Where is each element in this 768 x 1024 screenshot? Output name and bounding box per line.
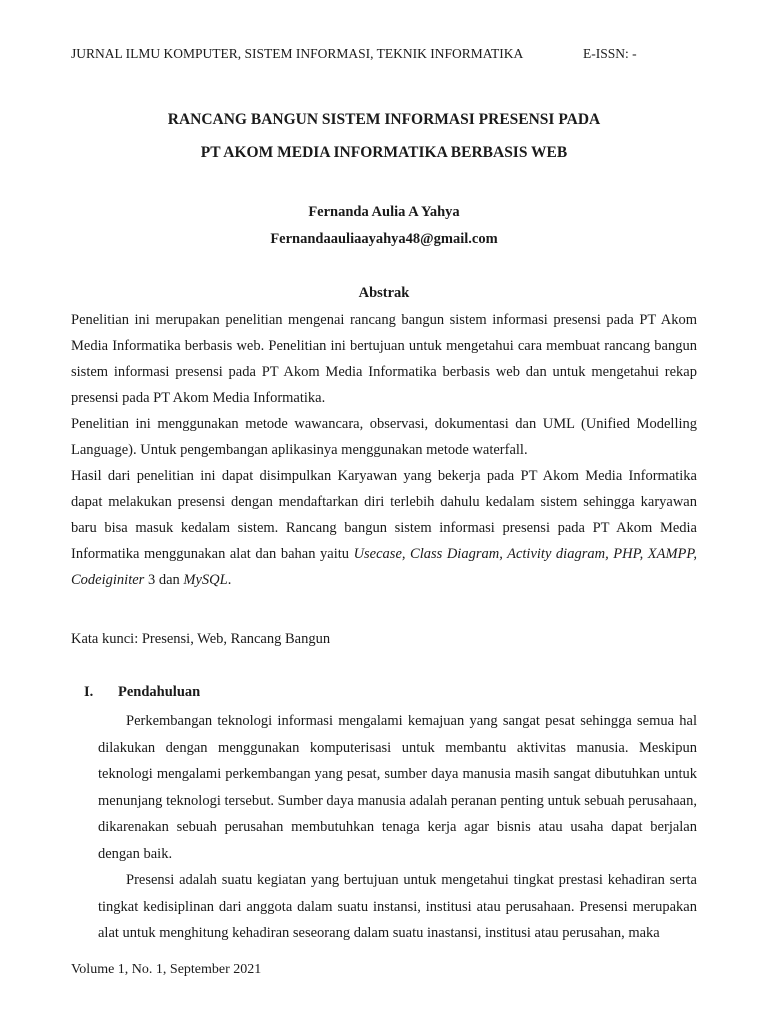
author-email: Fernandaauliaayahya48@gmail.com — [270, 231, 498, 247]
abstract-paragraph-1: Penelitian ini merupakan penelitian mengenai rancang bangun sistem informasi presensi pada PT Akom Media Informatika berbasis web. Penelitian ini bertujuan untuk mengetahui cara membuat rancang bangun sistem informasi presensi pada PT Akom Media Informatika berbasis web dan untuk mengetahui rekap presensi pada PT Akom Media Informatika. — [71, 312, 697, 406]
paper-title-line-2: PT AKOM MEDIA INFORMATIKA BERBASIS WEB — [200, 144, 568, 161]
intro-paragraph-1: Perkembangan teknologi informasi mengalami kemajuan yang sangat pesat sehingga semua hal dilakukan dengan menggunakan komputerisasi untuk membantu aktivitas manusia. Meskipun teknologi mengalami perkembangan yang pesat, sumber daya manusia masih sangat dibutuhkan untuk menunjang teknologi tersebut. Sumber daya manusia adalah peranan penting untuk sebuah perusahaan, dikarenakan sebuah perusahan membutuhkan tenaga kerja agar bisnis atau usaha dapat berjalan dengan baik. — [98, 713, 697, 862]
abstract-p3-db: MySQL — [183, 572, 228, 588]
journal-name: JURNAL ILMU KOMPUTER, SISTEM INFORMASI, TEKNIK INFORMATIKA — [71, 46, 524, 61]
abstract-paragraph-2: Penelitian ini menggunakan metode wawancara, observasi, dokumentasi dan UML (Unified Modelling Language). Untuk pengembangan aplikasinya menggunakan metode waterfall. — [71, 416, 697, 458]
abstract-paragraph-3 — [71, 463, 697, 593]
section-title: Pendahuluan — [118, 684, 201, 700]
abstract-body — [71, 307, 697, 593]
issn-label: E-ISSN: - — [583, 46, 637, 61]
section-heading — [84, 684, 200, 701]
abstract-p3-mid: 3 dan — [144, 572, 184, 588]
page-footer: Volume 1, No. 1, September 2021 — [71, 962, 262, 977]
keywords: Kata kunci: Presensi, Web, Rancang Bangun — [71, 631, 331, 647]
section-number: I. — [84, 684, 94, 700]
section-body — [98, 708, 697, 947]
abstract-heading: Abstrak — [358, 285, 410, 301]
abstract-p3-tools: Usecase, Class Diagram, Activity diagram, PHP, XAMPP, Codeiginiter — [71, 546, 698, 588]
abstract-p3-end: . — [227, 572, 232, 588]
author-name: Fernanda Aulia A Yahya — [308, 204, 460, 220]
abstract-p3-text: Hasil dari penelitian ini dapat disimpulkan Karyawan yang bekerja pada PT Akom Media Informatika dapat melakukan presensi dengan mendaftarkan diri terlebih dahulu kedalam sistem sehingga karyawan baru bisa masuk kedalam sistem. Rancang bangun sistem informasi presensi pada PT Akom Media Informatika menggunakan alat dan bahan yaitu — [71, 468, 697, 562]
intro-paragraph-2: Presensi adalah suatu kegiatan yang bertujuan untuk mengetahui tingkat prestasi kehadiran serta tingkat kedisiplinan dari anggota dalam suatu instansi, institusi atau perusahaan. Presensi merupakan alat untuk menghitung kehadiran seseorang dalam suatu inastansi, institusi atau perusahan, maka — [98, 872, 697, 941]
paper-title-line-1: RANCANG BANGUN SISTEM INFORMASI PRESENSI PADA — [167, 111, 601, 128]
running-header — [71, 46, 691, 62]
